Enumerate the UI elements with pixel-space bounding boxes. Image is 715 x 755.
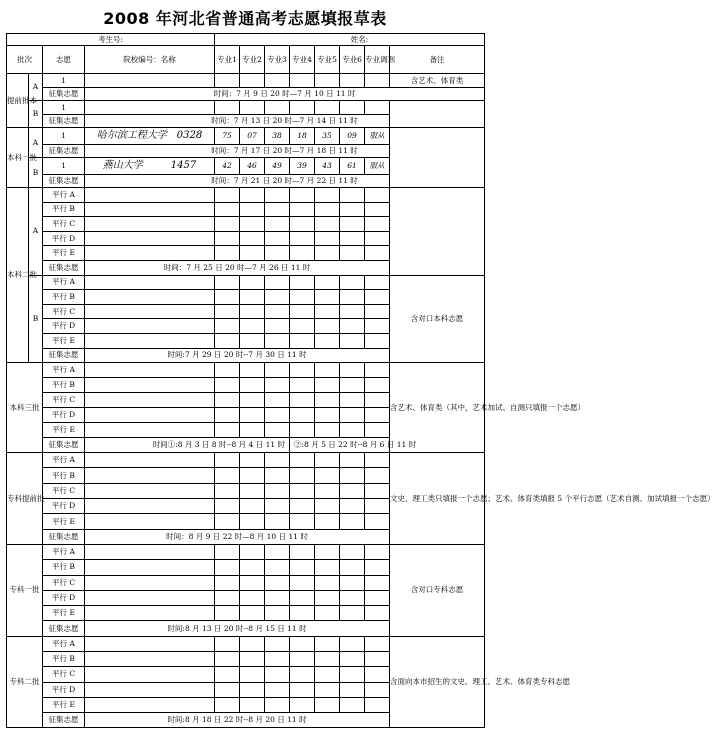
ben1-a-row [7,128,485,145]
batch-label-ben2: 本科二批 [7,188,29,363]
ben1-a-solicit-row [7,145,485,158]
major-value[interactable]: 35 [315,128,340,145]
ben3-row [7,363,485,378]
major-value[interactable]: 18 [290,128,315,145]
parallel-label: 平行 A [43,636,85,651]
choice-number: 1 [43,74,85,88]
parallel-label: 平行 E [43,333,85,348]
parallel-label: 平行 A [43,544,85,559]
major-2-header: 专业2 [240,46,265,74]
solicit-label: 征集志愿 [43,621,85,636]
remark-ben3: 含艺术、体育类（其中，艺术加试、自测只填报一个志愿） [390,363,485,453]
major-value[interactable]: 38 [265,128,290,145]
ben2-a-row [7,188,485,203]
major-6-header: 专业6 [340,46,365,74]
batch-label-ben3: 本科三批 [7,363,43,453]
parallel-label: 平行 D [43,319,85,334]
remark-ben2: 含对口本科志愿 [390,275,485,363]
remark-tiqian: 含艺术、体育类 [390,74,485,88]
school-cell-ben1-a[interactable] [85,128,215,145]
tiqian-b-solicit-row [7,115,485,128]
adjust-value[interactable]: 服从 [365,128,390,145]
handwritten-school: 哈尔滨工程大学 [96,129,167,141]
major-value[interactable]: 42 [215,158,240,175]
handwritten-code: 1457 [170,159,197,171]
parallel-label: 平行 A [43,188,85,203]
major-5-header: 专业5 [315,46,340,74]
parallel-label: 平行 C [43,393,85,408]
batch-header: 批次 [7,46,43,74]
remark-header: 备注 [390,46,485,74]
parallel-label: 平行 C [43,483,85,498]
parallel-label: 平行 B [43,378,85,393]
solicit-label: 征集志愿 [43,88,85,101]
batch-label-zhuan2: 专科二批 [7,636,43,728]
header-row-1 [7,34,485,46]
parallel-label: 平行 D [43,408,85,423]
solicit-label: 征集志愿 [43,713,85,728]
parallel-label: 平行 B [43,202,85,217]
solicit-label: 征集志愿 [43,529,85,544]
time-ben2-a: 时间：7 月 25 日 20 时—7 月 26 日 11 时 [85,260,390,275]
batch-label-ben1: 本科一批 [7,128,29,188]
major-value[interactable]: 07 [240,128,265,145]
header-row-2 [7,46,485,74]
time-ben3-1: 时间①:8 月 3 日 8 时--8 月 4 日 11 时 [85,438,290,453]
major-value[interactable]: 49 [265,158,290,175]
page-title: 2008 年河北省普通高考志愿填报草表 [103,9,387,28]
school-cell[interactable] [85,101,215,115]
solicit-label: 征集志愿 [43,145,85,158]
school-cell-ben1-b[interactable] [85,158,215,175]
parallel-label: 平行 A [43,363,85,378]
choice-number: 1 [43,101,85,115]
time-tiqian-b: 时间：7 月 13 日 20 时—7 月 14 日 11 时 [85,115,485,128]
group-a-label: A [29,128,43,158]
parallel-label: 平行 A [43,275,85,290]
time-zhuan2: 时间:8 月 18 日 22 时--8 月 20 日 11 时 [85,713,390,728]
time-zhuan-tiqian: 时间：8 月 9 日 22 时—8 月 10 日 11 时 [85,529,390,544]
name-label: 姓名: [215,34,485,46]
zhuan1-row [7,544,485,559]
ben1-b-solicit-row [7,175,485,188]
zhuan2-row [7,636,485,651]
time-ben3-2: ②:8 月 5 日 22 时--8 月 6 日 11 时 [290,438,390,453]
parallel-label: 平行 E [43,423,85,438]
parallel-label: 平行 B [43,651,85,666]
parallel-label: 平行 E [43,606,85,621]
school-cell[interactable] [85,74,215,88]
remark-zhuan1: 含对口专科志愿 [390,544,485,636]
handwritten-code: 0328 [176,129,203,141]
choice-header: 志愿 [43,46,85,74]
parallel-label: 平行 D [43,231,85,246]
time-tiqian-a: 时间：7 月 9 日 20 时—7 月 10 日 11 时 [85,88,485,101]
school-header: 院校编号：名称 [85,46,215,74]
solicit-label: 征集志愿 [43,438,85,453]
time-zhuan1: 时间:8 月 13 日 20 时--8 月 15 日 11 时 [85,621,390,636]
parallel-label: 平行 E [43,246,85,261]
parallel-label: 平行 B [43,560,85,575]
time-ben2-b: 时间:7 月 29 日 20 时--7 月 30 日 11 时 [85,348,390,363]
remark-zhuan-tiqian: 文史、理工类只填报一个志愿；艺术、体育类填报 5 个平行志愿（艺术自测、加试填报一个志愿） [390,453,485,545]
batch-label-tiqian: 提前批本 [7,74,29,128]
remark-zhuan2: 含面向本市招生的文史、理工、艺术、体育类专科志愿 [390,636,485,728]
tiqian-a-row [7,74,485,88]
group-b-label: B [29,101,43,128]
solicit-label: 征集志愿 [43,115,85,128]
choice-number: 1 [43,158,85,175]
parallel-label: 平行 C [43,667,85,682]
parallel-label: 平行 A [43,453,85,468]
major-value[interactable]: 46 [240,158,265,175]
parallel-label: 平行 C [43,304,85,319]
parallel-label: 平行 E [43,697,85,712]
group-a-label: A [29,74,43,101]
parallel-label: 平行 D [43,590,85,605]
batch-label-zhuan1: 专科一批 [7,544,43,636]
parallel-label: 平行 E [43,514,85,529]
time-ben1-a: 时间：7 月 17 日 20 时—7 月 18 日 11 时 [85,145,485,158]
solicit-label: 征集志愿 [43,260,85,275]
ben2-b-row [7,275,485,290]
exam-number-label: 考生号: [7,34,215,46]
major-value[interactable]: 09 [340,128,365,145]
parallel-label: 平行 C [43,575,85,590]
solicit-label: 征集志愿 [43,175,85,188]
parallel-label: 平行 B [43,290,85,305]
batch-label-zhuan-tiqian: 专科提前批 [7,453,43,545]
major-value[interactable]: 43 [315,158,340,175]
remark-ben2-a [390,188,485,276]
major-value[interactable]: 61 [340,158,365,175]
tiqian-b-row [7,101,485,115]
parallel-label: 平行 B [43,468,85,483]
application-form-table [6,33,715,728]
group-b-label: B [29,158,43,188]
major-1-header: 专业1 [215,46,240,74]
parallel-label: 平行 C [43,217,85,232]
major-value[interactable]: 75 [215,128,240,145]
adjust-value[interactable]: 服从 [365,158,390,175]
choice-number: 1 [43,128,85,145]
major-3-header: 专业3 [265,46,290,74]
time-ben1-b: 时间：7 月 21 日 20 时—7 月 22 日 11 时 [85,175,485,188]
parallel-label: 平行 D [43,682,85,697]
group-b-label: B [29,275,43,363]
group-a-label: A [29,188,43,276]
solicit-label: 征集志愿 [43,348,85,363]
major-value[interactable]: 39 [290,158,315,175]
handwritten-school: 燕山大学 [102,159,143,171]
zhuan-tiqian-row [7,453,485,468]
major-4-header: 专业4 [290,46,315,74]
adjust-header: 专业调剂 [365,46,390,74]
parallel-label: 平行 D [43,499,85,514]
tiqian-a-solicit-row [7,88,485,101]
